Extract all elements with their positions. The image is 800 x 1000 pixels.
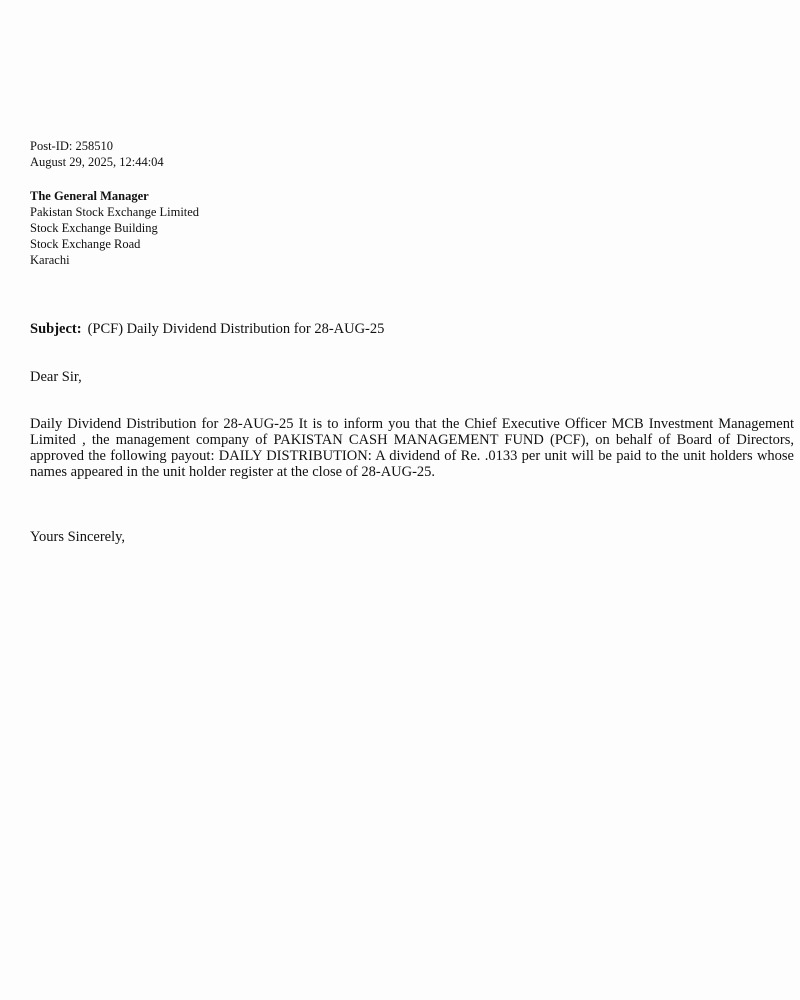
post-meta <box>30 138 794 170</box>
salutation: Dear Sir, <box>30 369 82 385</box>
addressee-block <box>30 188 794 268</box>
addressee-line: Karachi <box>30 253 70 267</box>
subject-text: (PCF) Daily Dividend Distribution for 28-AUG-25 <box>87 321 385 337</box>
addressee-line: Pakistan Stock Exchange Limited <box>30 205 200 219</box>
letter-body: Daily Dividend Distribution for 28-AUG-25 It is to inform you that the Chief Executive Officer MCB Investment Management Limited , the management company of PAKISTAN CASH MANAGEMENT FUND (PCF), on behalf of Board of Directors, approved the following payout: DAILY DISTRIBUTION: A dividend of Re. .0133 per unit will be paid to the unit holders whose names appeared in the unit holder register at the close of 28-AUG-25. <box>30 416 794 480</box>
addressee-name: The General Manager <box>30 189 149 203</box>
post-datetime: August 29, 2025, 12:44:04 <box>30 155 164 169</box>
subject-label: Subject: <box>30 321 82 337</box>
letter-page <box>30 138 794 546</box>
post-id: Post-ID: 258510 <box>30 139 113 153</box>
closing: Yours Sincerely, <box>30 529 126 545</box>
addressee-line: Stock Exchange Road <box>30 237 141 251</box>
subject-line <box>30 320 794 338</box>
addressee-line: Stock Exchange Building <box>30 221 158 235</box>
